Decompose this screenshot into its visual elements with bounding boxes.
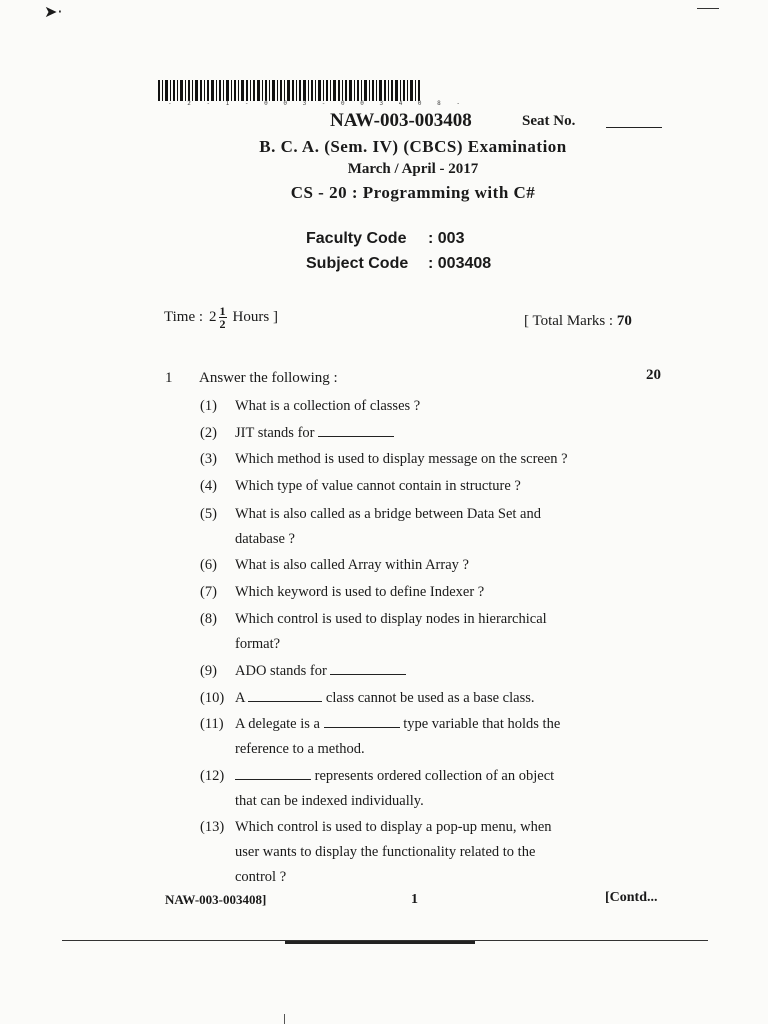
item-text: What is a collection of classes ? bbox=[235, 398, 421, 414]
item-number: (5) bbox=[200, 506, 217, 522]
subject-code-value: : 003408 bbox=[428, 255, 492, 272]
paper-code: NAW-003-003408 bbox=[330, 110, 472, 131]
total-marks bbox=[524, 313, 632, 330]
time-unit: Hours ] bbox=[232, 309, 278, 325]
item-text bbox=[235, 686, 635, 711]
item-number: (4) bbox=[200, 478, 217, 494]
item-text: Which keyword is used to define Indexer ? bbox=[235, 584, 485, 600]
item-number: (13) bbox=[200, 819, 225, 835]
exam-title: B. C. A. (Sem. IV) (CBCS) Examination bbox=[259, 137, 567, 156]
answer-blank bbox=[318, 424, 394, 437]
item-number: (10) bbox=[200, 690, 225, 706]
total-marks-value: 70 bbox=[616, 313, 632, 329]
seat-number-blank bbox=[606, 127, 662, 128]
time-denominator: 2 bbox=[219, 317, 226, 331]
item-number: (1) bbox=[200, 398, 217, 414]
time-numerator: 1 bbox=[219, 304, 226, 318]
subject-code bbox=[306, 255, 491, 273]
answer-blank bbox=[324, 715, 400, 728]
item-text-part: class cannot be used as a base class. bbox=[325, 690, 535, 706]
item-number: (2) bbox=[200, 425, 217, 441]
time-whole: 2 bbox=[209, 309, 217, 325]
exam-session: March / April - 2017 bbox=[347, 161, 479, 177]
faculty-code-value: : 003 bbox=[428, 230, 465, 247]
question-marks: 20 bbox=[646, 367, 661, 383]
item-text bbox=[235, 421, 635, 446]
time-allowed bbox=[164, 305, 278, 330]
item-text-line: database ? bbox=[235, 531, 295, 547]
corner-rule bbox=[697, 8, 719, 9]
faculty-code-label: Faculty Code bbox=[306, 230, 407, 247]
item-number: (7) bbox=[200, 584, 217, 600]
item-text-part: represents ordered collection of an object bbox=[314, 768, 555, 784]
item-text-line: What is also called as a bridge between Data Set and bbox=[235, 506, 541, 522]
item-number: (3) bbox=[200, 451, 217, 467]
item-text: Which type of value cannot contain in structure ? bbox=[235, 478, 521, 494]
item-text-line: format? bbox=[235, 636, 281, 652]
item-text-part: A delegate is a bbox=[235, 716, 320, 732]
footer-paper-code: NAW-003-003408] bbox=[165, 892, 267, 907]
item-text bbox=[235, 607, 635, 657]
subject-title: CS - 20 : Programming with C# bbox=[290, 183, 536, 202]
item-text-line: Which control is used to display a pop-up menu, when bbox=[235, 819, 552, 835]
item-number: (8) bbox=[200, 611, 217, 627]
item-number: (12) bbox=[200, 768, 225, 784]
item-text-part: type variable that holds the bbox=[403, 716, 561, 732]
page-number: 1 bbox=[411, 892, 418, 907]
corner-mark: ➤· bbox=[44, 2, 63, 21]
item-number: (11) bbox=[200, 716, 224, 732]
item-text: Which method is used to display message on the screen ? bbox=[235, 451, 568, 467]
time-fraction bbox=[219, 305, 227, 330]
seat-number-label: Seat No. bbox=[522, 113, 576, 129]
item-text-line: user wants to display the functionality related to the bbox=[235, 844, 536, 860]
item-text bbox=[235, 659, 635, 684]
time-label: Time : bbox=[164, 309, 204, 325]
barcode-digits: - 2 - 1 - 0 0 3 - 0 0 3 4 0 8 - bbox=[168, 100, 466, 107]
item-text-line: Which control is used to display nodes in hierarchical bbox=[235, 611, 547, 627]
answer-blank bbox=[248, 689, 322, 702]
bottom-rule-thick bbox=[285, 941, 475, 944]
bottom-tick-mark bbox=[284, 1014, 285, 1024]
answer-blank bbox=[235, 767, 311, 780]
total-marks-label: [ Total Marks : bbox=[524, 313, 614, 329]
question-number: 1 bbox=[165, 370, 173, 386]
barcode bbox=[158, 80, 420, 101]
item-text-line: reference to a method. bbox=[235, 741, 365, 757]
item-text-part: JIT stands for bbox=[235, 425, 315, 441]
item-number: (6) bbox=[200, 557, 217, 573]
item-text-line: that can be indexed individually. bbox=[235, 793, 424, 809]
answer-blank bbox=[330, 662, 406, 675]
item-text: What is also called Array within Array ? bbox=[235, 557, 469, 573]
item-text-part: A bbox=[235, 690, 245, 706]
item-text bbox=[235, 502, 635, 552]
item-text bbox=[235, 815, 635, 890]
item-text-part: ADO stands for bbox=[235, 663, 327, 679]
question-heading: Answer the following : bbox=[199, 370, 338, 386]
continued-label: [Contd... bbox=[605, 890, 658, 905]
item-text-line: control ? bbox=[235, 869, 287, 885]
item-number: (9) bbox=[200, 663, 217, 679]
item-text bbox=[235, 764, 635, 814]
item-text bbox=[235, 712, 635, 762]
faculty-code bbox=[306, 230, 464, 248]
subject-code-label: Subject Code bbox=[306, 255, 409, 272]
